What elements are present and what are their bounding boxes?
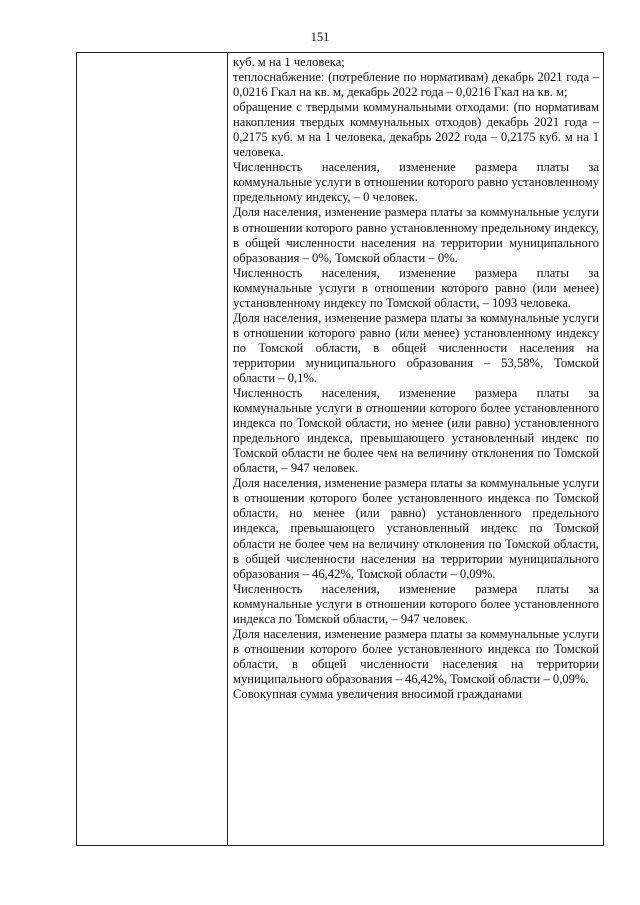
- paragraph: обращение с твердыми коммунальными отходами: (по нормативам накопления твердых коммунальных отходов) декабрь 2021 года – 0,2175 куб. м на 1 человека, декабрь 2022 года – 0,2175 куб. м на 1 человека.: [233, 100, 599, 160]
- paragraph: Численность населения, изменение размера платы за коммунальные услуги в отношении которого равно (или менее) установленному индексу по Томской области, – 1093 человека.: [233, 265, 599, 310]
- paragraph: Доля населения, изменение размера платы за коммунальные услуги в отношении которого более установленного индекса по Томской области, но менее (или равно) установленного предельного индекса, превышающего установленный индекс по Томской области не более чем на величину отклонения по Томской области, в общей численности населения на территории муниципального образования – 46,42%, Томской области – 0,09%.: [233, 476, 599, 581]
- table-left-cell: [77, 53, 228, 845]
- paragraph: Совокупная сумма увеличения вносимой гражданами: [233, 686, 522, 701]
- paragraph: теплоснабжение: (потребление по нормативам) декабрь 2021 года – 0,0216 Гкал на кв. м, декабрь 2022 года – 0,0216 Гкал на кв. м;: [233, 70, 599, 100]
- paragraph: Доля населения, изменение размера платы за коммунальные услуги в отношении которого более установленного индекса по Томской области, в общей численности населения на территории муниципального образования – 46,42%, Томской области – 0,09%.: [233, 626, 599, 686]
- paragraph: Численность населения, изменение размера платы за коммунальные услуги в отношении которого более установленного индекса по Томской области, но менее (или равно) установленного предельного индекса, превышающего установленный индекс по Томской области не более чем на величину отклонения по Томской области, – 947 человек.: [233, 386, 599, 476]
- document-table: [76, 52, 604, 846]
- paragraph: куб. м на 1 человека;: [233, 55, 345, 69]
- paragraph: Доля населения, изменение размера платы за коммунальные услуги в отношении которого равно (или менее) установленному индексу по Томской области, в общей численности населения на территории муниципального образования – 53,58%, Томской области – 0,1%.: [233, 310, 599, 385]
- paragraph: Численность населения, изменение размера платы за коммунальные услуги в отношении которого более установленного индекса по Томской области, – 947 человек.: [233, 581, 599, 626]
- paragraph: Доля населения, изменение размера платы за коммунальные услуги в отношении которого равно установленному предельному индексу, в общей численности населения на территории муниципального образования – 0%, Томской области – 0%.: [233, 205, 599, 265]
- page-number: 151: [310, 30, 330, 44]
- paragraph: Численность населения, изменение размера платы за коммунальные услуги в отношении которого равно установленному предельному индексу, – 0 человек.: [233, 160, 599, 205]
- table-right-cell: [228, 53, 603, 845]
